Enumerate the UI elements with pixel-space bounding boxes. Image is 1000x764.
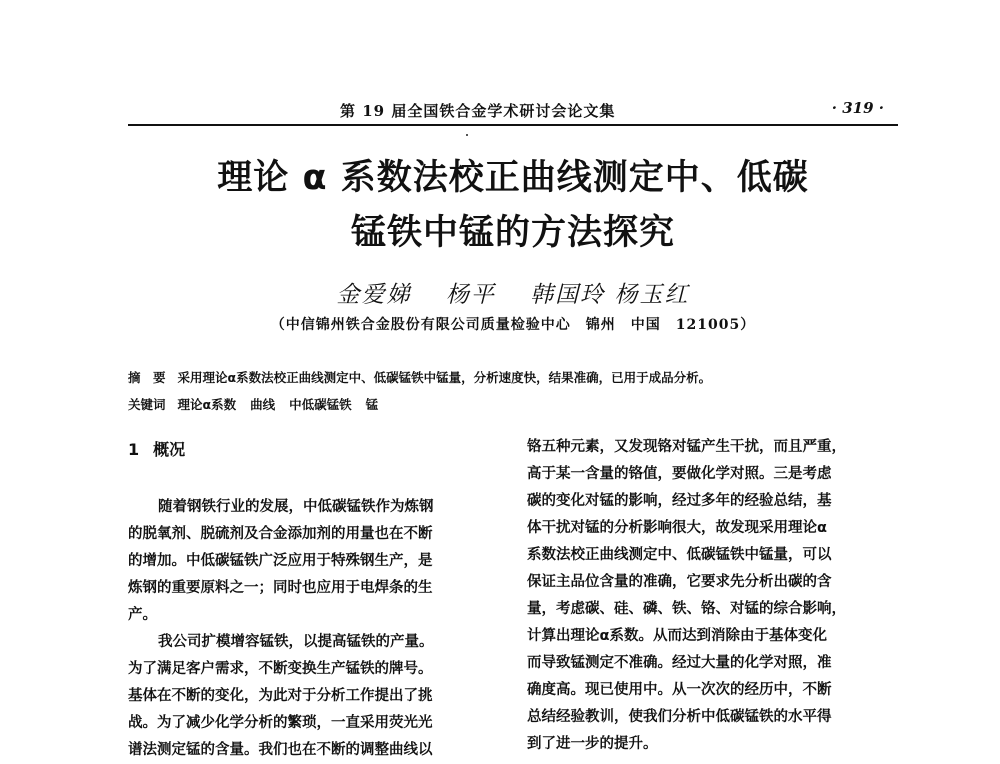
paragraph-line: 谱法测定锰的含量。我们也在不断的调整曲线以	[128, 742, 433, 758]
authors	[128, 276, 898, 309]
paragraph-line: 体干扰对锰的分析影响很大，故发现采用理论α	[527, 520, 827, 536]
author-name: 杨平	[445, 282, 496, 308]
paragraph-line: 碳的变化对锰的影响，经过多年的经验总结，基	[527, 493, 832, 509]
paragraph-line: 随着钢铁行业的发展，中低碳锰铁作为炼钢	[158, 499, 434, 515]
section-number: 1	[128, 440, 140, 459]
keyword: 锰	[365, 397, 379, 412]
paper-title-line-2: 锰铁中锰的方法探究	[350, 213, 675, 253]
author-name: 杨玉红	[614, 282, 690, 308]
paragraph-line: 我公司扩模增容锰铁，以提高锰铁的产量。	[158, 634, 434, 650]
abstract-text: 采用理论α系数法校正曲线测定中、低碳锰铁中锰量，分析速度快，结果准确，已用于成品分析。	[177, 370, 712, 385]
paper-title-line-1: 理论 α 系数法校正曲线测定中、低碳	[217, 158, 809, 198]
paragraph-line: 基体在不断的变化，为此对于分析工作提出了挑	[128, 688, 433, 704]
keyword: 曲线	[250, 397, 276, 412]
decorative-dot	[466, 134, 468, 136]
paragraph-line: 的增加。中低碳锰铁广泛应用于特殊钢生产，是	[128, 553, 433, 569]
author-name: 金爱娣	[336, 282, 412, 308]
paragraph-line: 确度高。现已使用中。从一次次的经历中，不断	[527, 682, 832, 698]
paragraph-line: 计算出理论α系数。从而达到消除由于基体变化	[527, 628, 827, 644]
paragraph-line: 为了满足客户需求，不断变换生产锰铁的牌号。	[128, 661, 433, 677]
paragraph-line: 量，考虑碳、硅、磷、铁、铬、对锰的综合影响，	[527, 601, 846, 617]
paragraph-line: 高于某一含量的铬值，要做化学对照。三是考虑	[527, 466, 832, 482]
keyword: 理论α系数	[177, 397, 237, 412]
paragraph-line: 产。	[128, 607, 157, 623]
keywords	[128, 395, 898, 413]
right-column	[527, 434, 895, 758]
paragraph-line: 铬五种元素，又发现铬对锰产生干扰，而且严重，	[527, 439, 846, 455]
paragraph-line: 到了进一步的提升。	[527, 736, 658, 752]
paragraph-line: 总结经验教训，使我们分析中低碳锰铁的水平得	[527, 709, 832, 725]
conference-title: 第 19 届全国铁合金学术研讨会论文集	[340, 102, 616, 120]
left-column	[128, 436, 496, 764]
section-heading	[128, 436, 496, 464]
paragraph-line: 的脱氧剂、脱硫剂及合金添加剂的用量也在不断	[128, 526, 433, 542]
abstract-label: 摘 要	[128, 370, 166, 385]
paragraph-line: 保证主品位含量的准确，它要求先分析出碳的含	[527, 574, 832, 590]
section-title: 概况	[153, 440, 186, 459]
paragraph-line: 而导致锰测定不准确。经过大量的化学对照，准	[527, 655, 832, 671]
paragraph-line: 系数法校正曲线测定中、低碳锰铁中锰量，可以	[527, 547, 832, 563]
running-header	[128, 98, 898, 126]
author-name: 韩国玲	[530, 282, 606, 308]
keywords-label: 关键词	[128, 397, 166, 412]
paragraph-line: 炼钢的重要原料之一；同时也应用于电焊条的生	[128, 580, 433, 596]
affiliation: （中信锦州铁合金股份有限公司质量检验中心 锦州 中国 121005）	[270, 317, 756, 333]
page-number: · 319 ·	[831, 99, 884, 117]
abstract	[128, 368, 898, 386]
paragraph-line: 战。为了减少化学分析的繁琐，一直采用荧光光	[128, 715, 433, 731]
keyword: 中低碳锰铁	[289, 397, 352, 412]
